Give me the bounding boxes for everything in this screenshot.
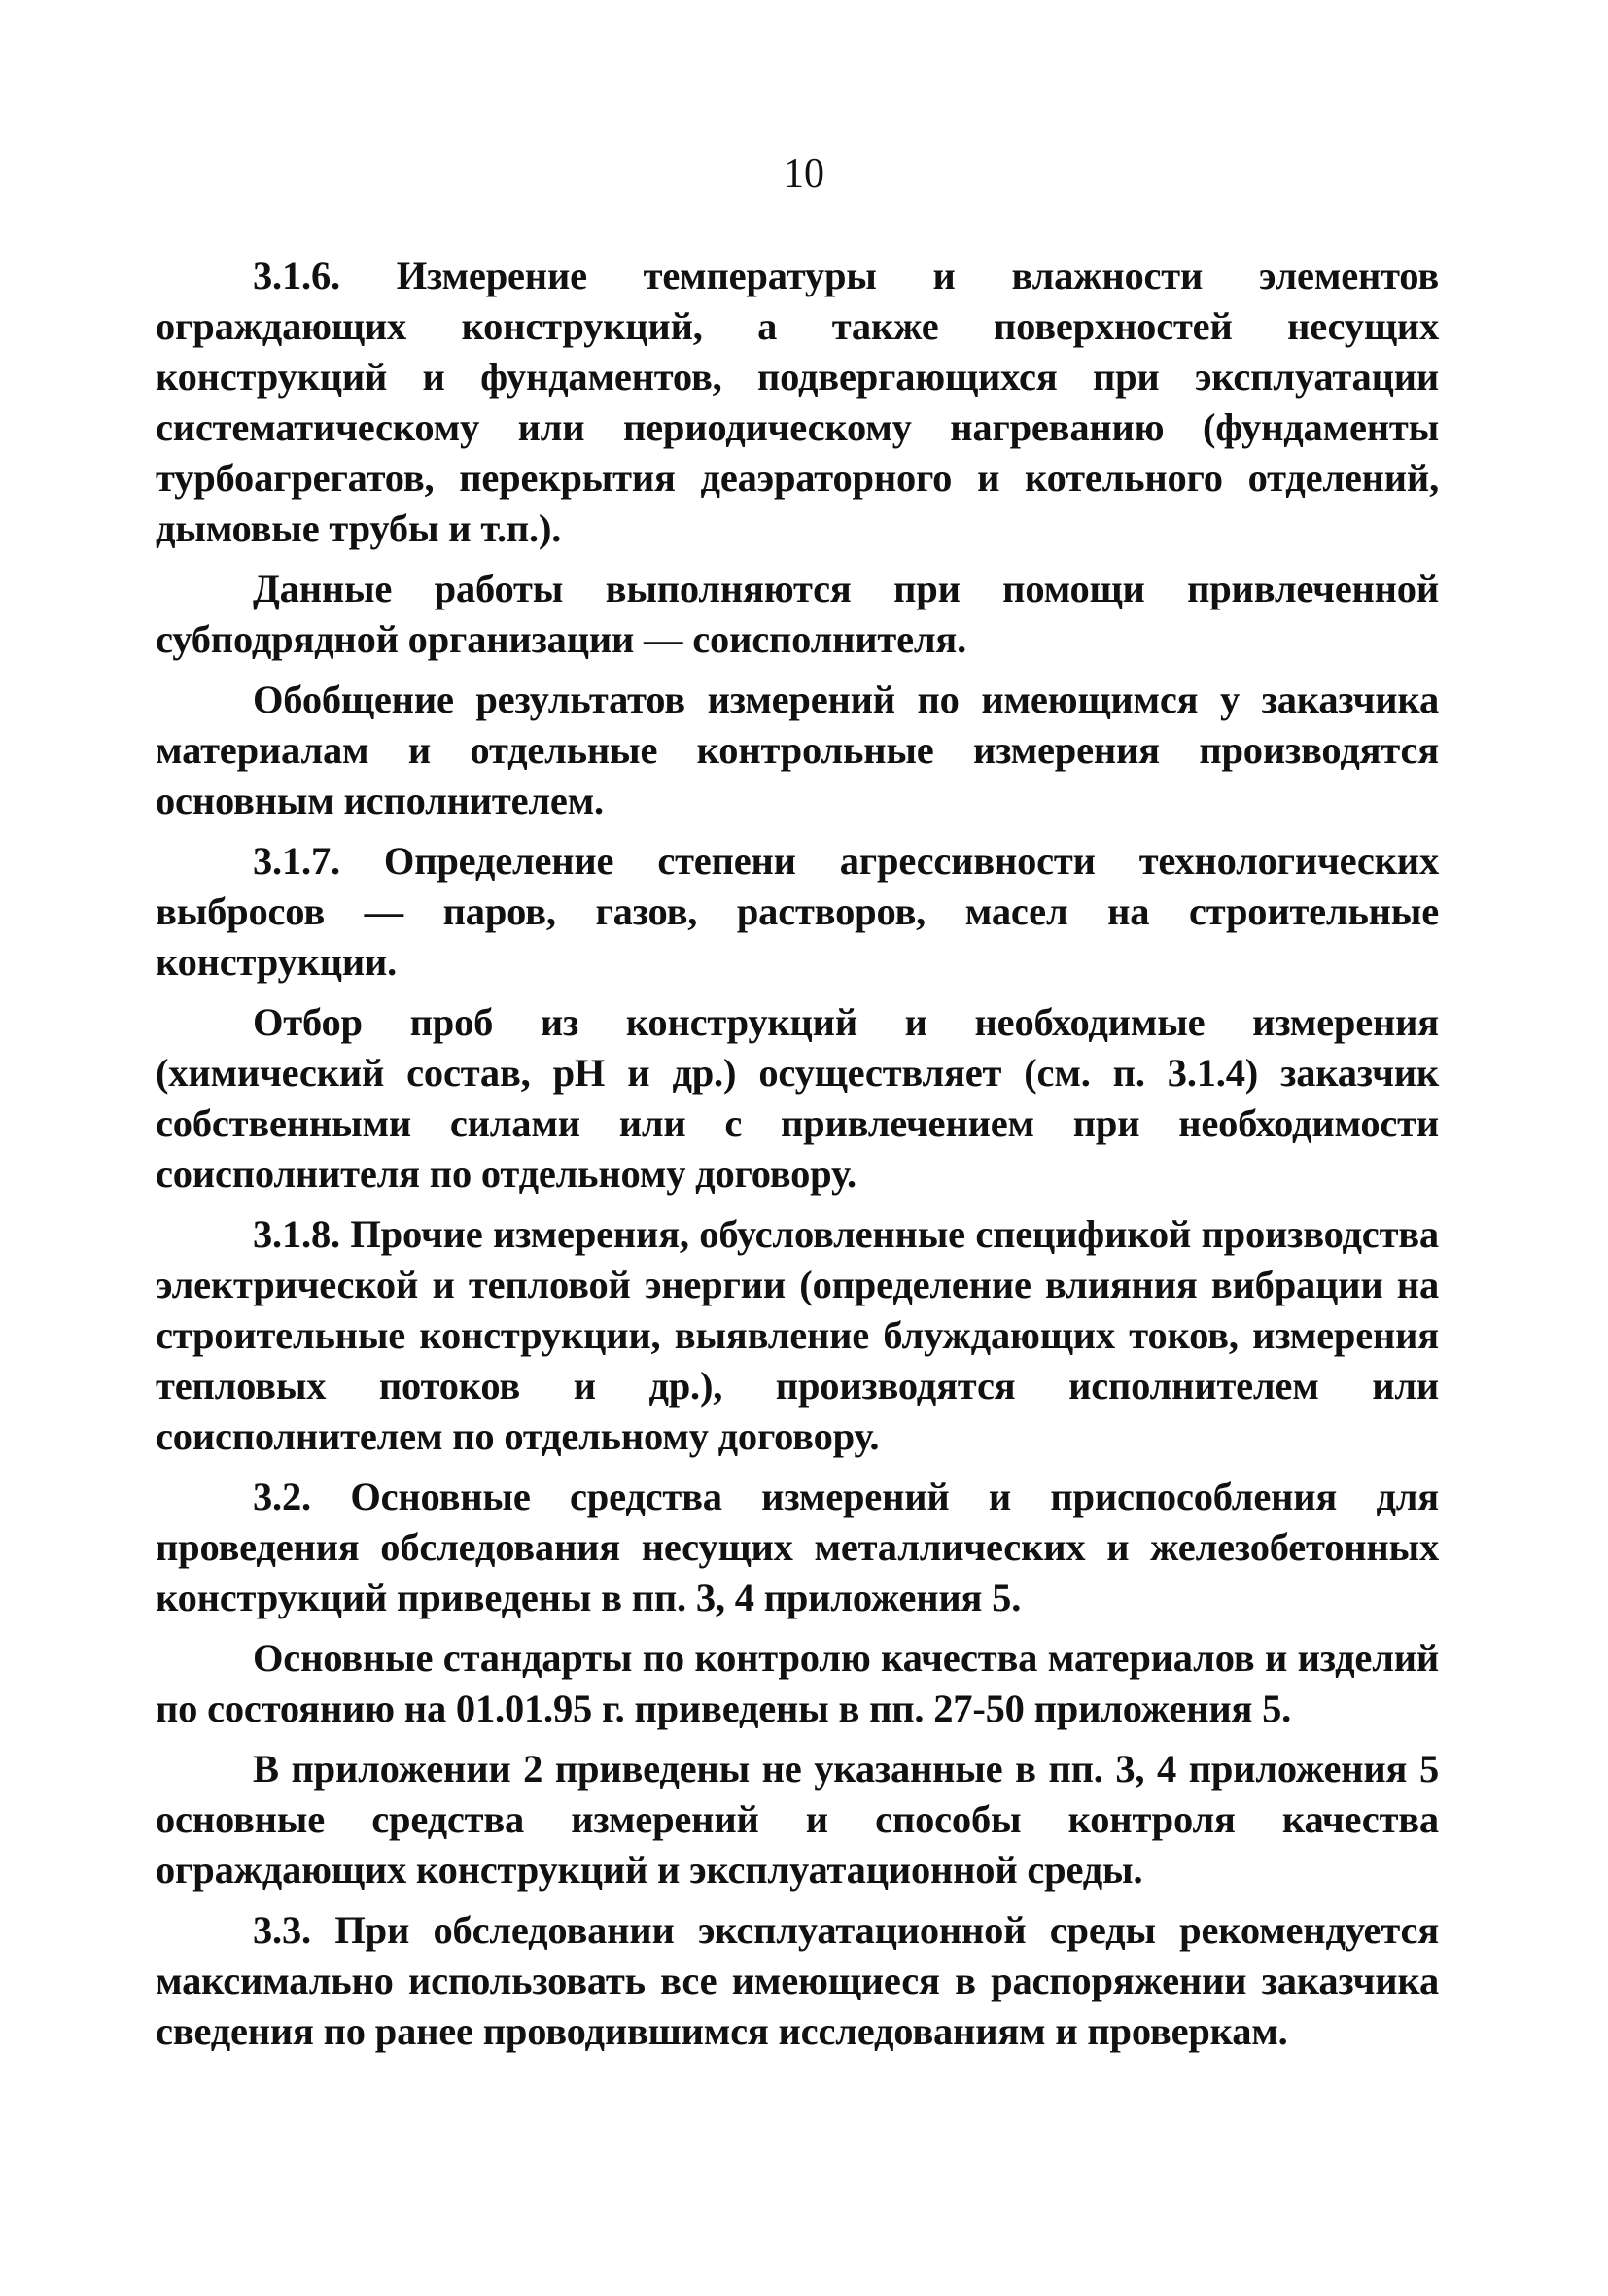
paragraph-3-2: 3.2. Основные средства измерений и приспособления для проведения обследования несущих металлических и железобетонных конструкций приведены в пп. 3, 4 приложения 5.	[156, 1475, 1439, 1619]
document-body	[156, 251, 1439, 2057]
paragraph-summary: Обобщение результатов измерений по имеющимся у заказчика материалам и отдельные контрольные измерения производятся основным исполнителем.	[156, 678, 1439, 822]
paragraph-appendix-2: В приложении 2 приведены не указанные в пп. 3, 4 приложения 5 основные средства измерений и способы контроля качества ограждающих конструкций и эксплуатационной среды.	[156, 1747, 1439, 1892]
page-number: 10	[784, 152, 824, 196]
paragraph-3-1-8: 3.1.8. Прочие измерения, обусловленные спецификой производства электрической и тепловой энергии (определение влияния вибрации на строительные конструкции, выявление блуждающих токов, измерения тепловых потоков и др.), производятся исполнителем или соисполнителем по отдельному договору.	[156, 1212, 1439, 1458]
paragraph-sampling: Отбор проб из конструкций и необходимые измерения (химический состав, pH и др.) осуществляет (см. п. 3.1.4) заказчик собственными силами или с привлечением при необходимости соисполнителя по отдельному договору.	[156, 1000, 1439, 1196]
paragraph-standards: Основные стандарты по контролю качества материалов и изделий по состоянию на 01.01.95 г. приведены в пп. 27-50 приложения 5.	[156, 1636, 1439, 1730]
paragraph-subcontractor: Данные работы выполняются при помощи привлеченной субподрядной организации — соисполнителя.	[156, 567, 1439, 661]
paragraph-3-1-6: 3.1.6. Измерение температуры и влажности элементов ограждающих конструкций, а также поверхностей несущих конструкций и фундаментов, подвергающихся при эксплуатации систематическому или периодическому нагреванию (фундаменты турбоагрегатов, перекрытия деаэраторного и котельного отделений, дымовые трубы и т.п.).	[156, 254, 1439, 550]
paragraph-3-3: 3.3. При обследовании эксплуатационной среды рекомендуется максимально использовать все имеющиеся в распоряжении заказчика сведения по ранее проводившимся исследованиям и проверкам.	[156, 1908, 1439, 2053]
paragraph-3-1-7: 3.1.7. Определение степени агрессивности технологических выбросов — паров, газов, растворов, масел на строительные конструкции.	[156, 839, 1439, 984]
